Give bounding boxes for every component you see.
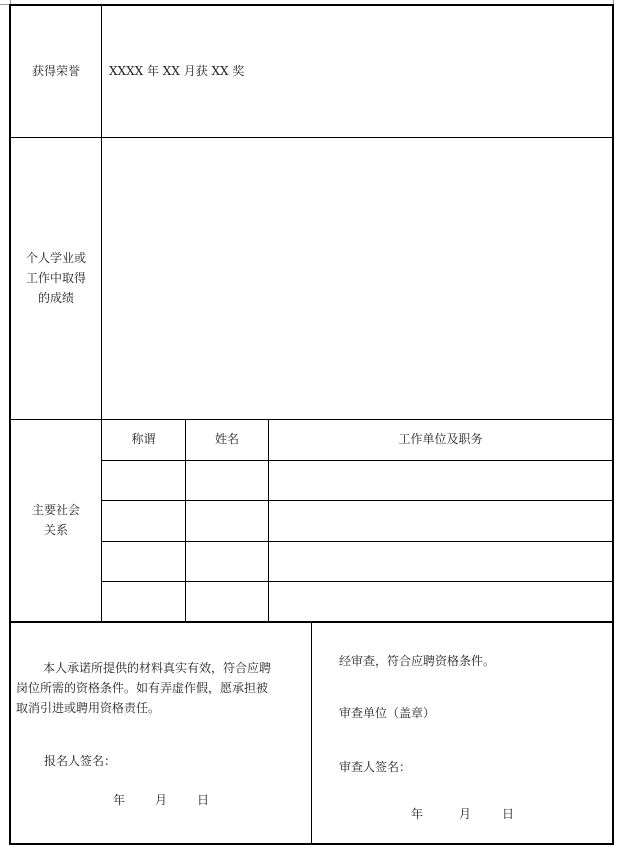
table-border-left <box>9 4 11 845</box>
review-unit-stamp-label: 审查单位（盖章） <box>339 706 436 720</box>
relation-row[interactable] <box>102 501 612 541</box>
honors-value: XXXX 年 XX 月获 XX 奖 <box>109 64 245 78</box>
relations-label <box>11 500 101 540</box>
relation-row[interactable] <box>102 461 612 500</box>
pledge-line-1: 本人承诺所提供的材料真实有效，符合应聘 <box>43 661 272 675</box>
achievements-label-line-2: 工作中取得 <box>25 271 86 285</box>
table-border-right <box>612 4 614 845</box>
table-border-bottom <box>10 843 614 845</box>
review-date-month: 月 <box>459 807 472 821</box>
relations-label-line-1: 主要社会 <box>31 503 80 517</box>
relation-row[interactable] <box>102 582 612 621</box>
applicant-signature-label: 报名人签名： <box>44 754 117 768</box>
achievements-content-area[interactable] <box>102 138 612 419</box>
review-date-day: 日 <box>502 807 515 821</box>
reviewer-signature-label: 审查人签名： <box>339 760 412 774</box>
honors-label: 获得荣誉 <box>31 64 80 78</box>
relations-header-workplace: 工作单位及职务 <box>398 432 483 446</box>
applicant-pledge <box>16 658 308 718</box>
achievements-label <box>11 248 101 308</box>
relation-row[interactable] <box>102 542 612 581</box>
applicant-date-month: 月 <box>155 793 168 807</box>
relations-header-name: 姓名 <box>214 432 239 446</box>
achievements-label-line-3: 的成绩 <box>37 291 74 305</box>
achievements-label-line-1: 个人学业或 <box>25 251 86 265</box>
applicant-date-year: 年 <box>113 793 126 807</box>
pledge-line-2: 岗位所需的资格条件。如有弄虚作假，愿承担被 <box>16 681 269 695</box>
pledge-line-3: 取消引进或聘用资格责任。 <box>16 701 161 715</box>
relations-header-title: 称谓 <box>131 432 156 446</box>
applicant-date-day: 日 <box>197 793 210 807</box>
review-date-year: 年 <box>411 807 424 821</box>
relations-label-line-2: 关系 <box>43 523 68 537</box>
signature-column-divider <box>311 622 312 844</box>
review-conclusion: 经审查，符合应聘资格条件。 <box>339 654 496 668</box>
